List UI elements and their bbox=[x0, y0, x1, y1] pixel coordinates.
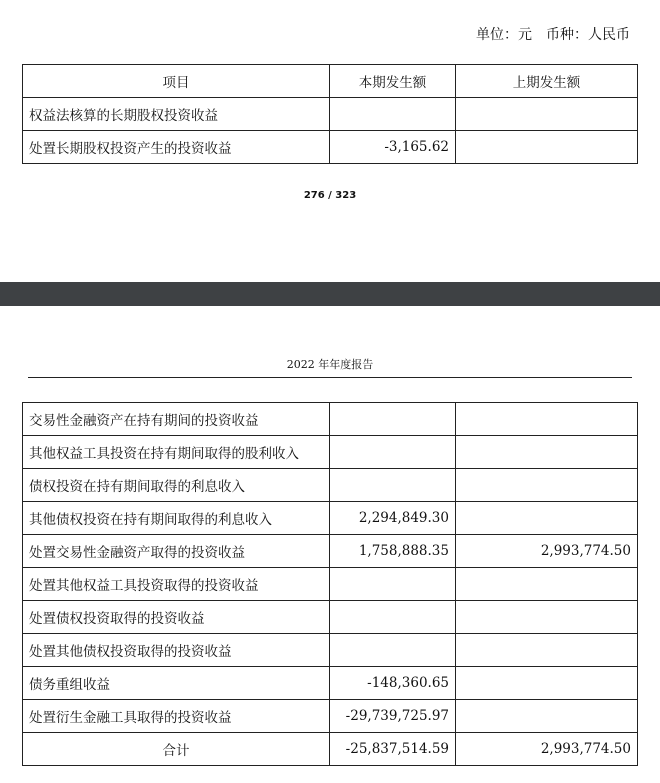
row-prior-amount bbox=[456, 403, 638, 436]
row-current-amount bbox=[330, 634, 456, 667]
row-current-amount: 2,294,849.30 bbox=[330, 502, 456, 535]
row-prior-amount bbox=[456, 98, 638, 131]
table-row bbox=[23, 131, 638, 164]
row-item-label: 处置其他债权投资取得的投资收益 bbox=[23, 634, 330, 667]
row-current-amount bbox=[330, 98, 456, 131]
table-row bbox=[23, 535, 638, 568]
row-prior-amount: 2,993,774.50 bbox=[456, 535, 638, 568]
table-row bbox=[23, 436, 638, 469]
column-header-current-period: 本期发生额 bbox=[330, 65, 456, 98]
table-header-row bbox=[23, 65, 638, 98]
row-item-label: 其他债权投资在持有期间取得的利息收入 bbox=[23, 502, 330, 535]
row-current-amount bbox=[330, 403, 456, 436]
investment-income-table-part2 bbox=[22, 402, 638, 766]
table-row bbox=[23, 568, 638, 601]
row-prior-amount bbox=[456, 667, 638, 700]
row-prior-amount bbox=[456, 700, 638, 733]
row-prior-amount bbox=[456, 469, 638, 502]
row-item-label: 债权投资在持有期间取得的利息收入 bbox=[23, 469, 330, 502]
report-page-277 bbox=[0, 306, 660, 783]
row-item-label: 处置交易性金融资产取得的投资收益 bbox=[23, 535, 330, 568]
row-item-label: 处置衍生金融工具取得的投资收益 bbox=[23, 700, 330, 733]
row-item-label: 权益法核算的长期股权投资收益 bbox=[23, 98, 330, 131]
table-row bbox=[23, 502, 638, 535]
row-item-label: 处置债权投资取得的投资收益 bbox=[23, 601, 330, 634]
row-current-amount bbox=[330, 469, 456, 502]
row-prior-amount bbox=[456, 568, 638, 601]
page-separator bbox=[0, 282, 660, 306]
table-row bbox=[23, 98, 638, 131]
table-row bbox=[23, 634, 638, 667]
row-current-amount: -148,360.65 bbox=[330, 667, 456, 700]
column-header-prior-period: 上期发生额 bbox=[456, 65, 638, 98]
table-row bbox=[23, 403, 638, 436]
total-prior-amount: 2,993,774.50 bbox=[456, 733, 638, 766]
unit-currency-note: 单位：元 币种：人民币 bbox=[476, 27, 630, 43]
row-item-label: 其他权益工具投资在持有期间取得的股利收入 bbox=[23, 436, 330, 469]
total-label: 合计 bbox=[23, 733, 330, 766]
row-prior-amount bbox=[456, 634, 638, 667]
row-current-amount: -3,165.62 bbox=[330, 131, 456, 164]
row-current-amount bbox=[330, 568, 456, 601]
row-prior-amount bbox=[456, 502, 638, 535]
column-header-item: 项目 bbox=[23, 65, 330, 98]
table-total-row bbox=[23, 733, 638, 766]
row-item-label: 交易性金融资产在持有期间的投资收益 bbox=[23, 403, 330, 436]
table-row bbox=[23, 469, 638, 502]
page-number: 276 / 323 bbox=[303, 190, 357, 201]
row-prior-amount bbox=[456, 436, 638, 469]
report-page-276 bbox=[0, 0, 660, 282]
report-running-header: 2022 年年度报告 bbox=[286, 358, 374, 371]
row-item-label: 处置长期股权投资产生的投资收益 bbox=[23, 131, 330, 164]
row-prior-amount bbox=[456, 131, 638, 164]
row-item-label: 处置其他权益工具投资取得的投资收益 bbox=[23, 568, 330, 601]
header-divider bbox=[28, 377, 632, 378]
table-row bbox=[23, 601, 638, 634]
row-current-amount: -29,739,725.97 bbox=[330, 700, 456, 733]
row-item-label: 债务重组收益 bbox=[23, 667, 330, 700]
investment-income-table-part1 bbox=[22, 64, 638, 164]
total-current-amount: -25,837,514.59 bbox=[330, 733, 456, 766]
row-current-amount bbox=[330, 436, 456, 469]
table-row bbox=[23, 700, 638, 733]
row-current-amount bbox=[330, 601, 456, 634]
row-current-amount: 1,758,888.35 bbox=[330, 535, 456, 568]
row-prior-amount bbox=[456, 601, 638, 634]
table-row bbox=[23, 667, 638, 700]
